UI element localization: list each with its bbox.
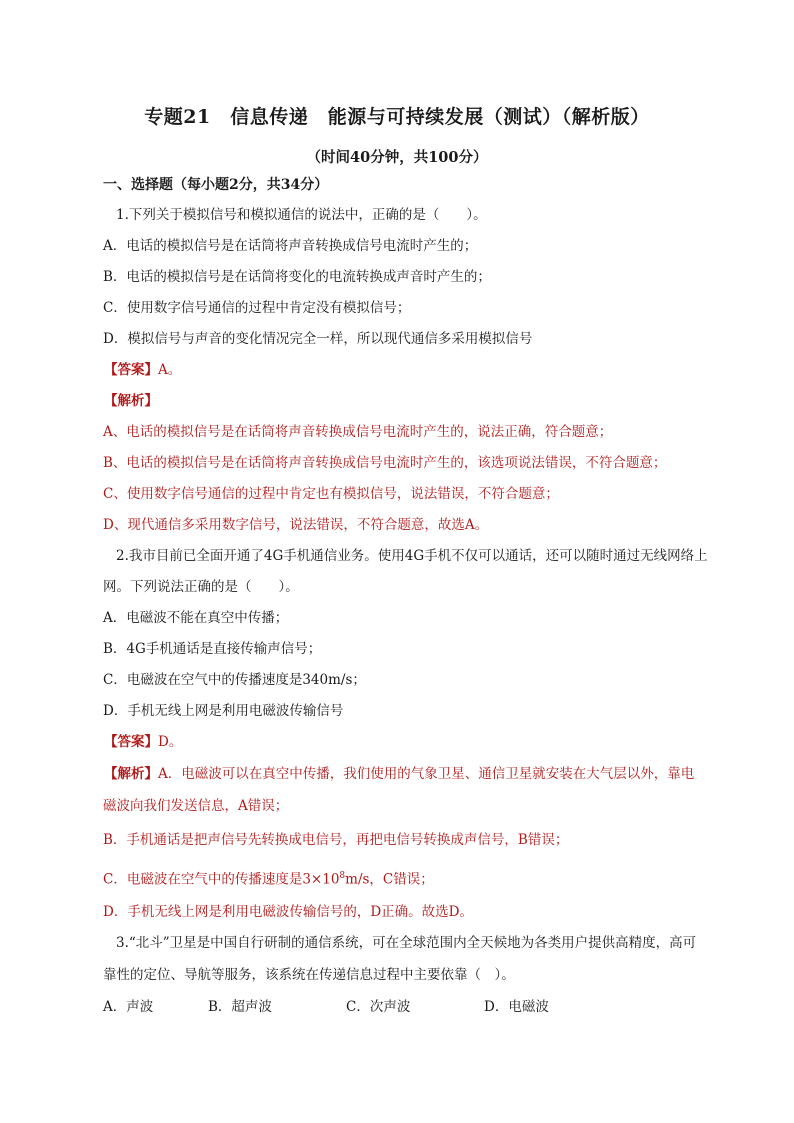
answer-value: A。	[158, 362, 182, 378]
question-2-analysis-d: D．手机无线上网是利用电磁波传输信号的，D正确。故选D。	[103, 904, 473, 920]
answer-value: D。	[158, 734, 183, 750]
question-3-option-c: C．次声波	[346, 999, 411, 1015]
question-2-option-c: C．电磁波在空气中的传播速度是340m/s；	[103, 672, 366, 688]
question-1-analysis-label: 【解析】	[104, 393, 158, 409]
question-2-option-d: D．手机无线上网是利用电磁波传输信号	[103, 703, 344, 719]
question-1-stem: 1.下列关于模拟信号和模拟通信的说法中，正确的是（ ）。	[116, 207, 487, 223]
question-3-stem-line-2: 靠性的定位、导航等服务，该系统在传递信息过程中主要依靠（ ）。	[103, 967, 515, 983]
question-2-analysis-c	[103, 866, 434, 890]
question-2-analysis-line-2: 磁波向我们发送信息，A错误；	[103, 798, 289, 814]
answer-label: 【答案】	[104, 362, 158, 378]
document-title: 专题21 信息传递 能源与可持续发展（测试）（解析版）	[144, 106, 650, 128]
analysis-c-text: C．电磁波在空气中的传播速度是3×10	[103, 871, 340, 888]
question-1-option-d: D．模拟信号与声音的变化情况完全一样，所以现代通信多采用模拟信号	[103, 331, 533, 347]
question-3-option-b: B．超声波	[208, 999, 272, 1015]
question-2-answer	[104, 732, 182, 752]
question-1-option-b: B．电话的模拟信号是在话筒将变化的电流转换成声音时产生的；	[103, 269, 491, 285]
question-3-option-d: D．电磁波	[484, 999, 549, 1015]
question-2-analysis-line-1	[104, 764, 694, 784]
question-1-option-c: C．使用数字信号通信的过程中肯定没有模拟信号；	[103, 300, 411, 316]
document-subtitle: （时间40分钟，共100分）	[306, 149, 488, 166]
question-2-option-b: B．4G手机通话是直接传输声信号；	[103, 641, 322, 657]
question-1-analysis-a: A、电话的模拟信号是在话筒将声音转换成信号电流时产生的，说法正确，符合题意；	[103, 424, 613, 440]
question-2-option-a: A．电磁波不能在真空中传播；	[103, 610, 289, 626]
question-3-option-a: A．声波	[103, 999, 154, 1015]
question-1-answer	[104, 360, 181, 380]
answer-label: 【答案】	[104, 734, 158, 750]
question-3-stem-line-1: 3.“北斗”卫星是中国自行研制的通信系统，可在全球范围内全天候地为各类用户提供高精度，高可	[116, 935, 697, 951]
question-2-stem-line-2: 网。下列说法正确的是（ ）。	[103, 579, 299, 595]
question-1-analysis-d: D、现代通信多采用数字信号，说法错误，不符合题意，故选A。	[103, 517, 489, 533]
analysis-label: 【解析】	[104, 766, 158, 782]
question-1-analysis-b: B、电话的模拟信号是在话筒将声音转换成信号电流时产生的，该选项说法错误，不符合题意；	[103, 455, 667, 471]
question-1-analysis-c: C、使用数字信号通信的过程中肯定也有模拟信号，说法错误，不符合题意；	[103, 486, 559, 502]
section-heading: 一、选择题（每小题2分，共34分）	[103, 177, 329, 193]
analysis-text: A．电磁波可以在真空中传播，我们使用的气象卫星、通信卫星就安装在大气层以外，靠电	[158, 766, 695, 782]
analysis-c-text-end: m/s，C错误；	[345, 871, 434, 888]
question-1-option-a: A．电话的模拟信号是在话筒将声音转换成信号电流时产生的；	[103, 238, 478, 254]
exponent: 8	[339, 871, 346, 881]
question-2-analysis-b: B．手机通话是把声信号先转换成电信号，再把电信号转换成声信号，B错误；	[103, 832, 569, 848]
question-2-stem-line-1: 2.我市目前已全面开通了4G手机通信业务。使用4G手机不仅可以通话，还可以随时通过无线网络上	[116, 548, 708, 564]
